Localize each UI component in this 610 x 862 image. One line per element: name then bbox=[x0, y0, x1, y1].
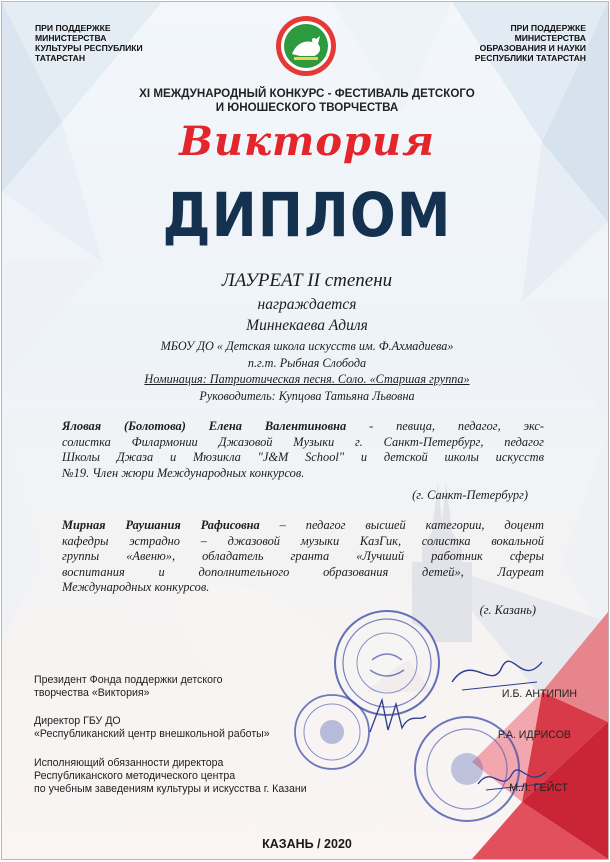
contest-brand: Виктория bbox=[179, 118, 435, 165]
left-sponsor-line: ТАТАРСТАН bbox=[35, 53, 86, 63]
jury-desc-line: Международных конкурсов. bbox=[62, 580, 210, 595]
jury-desc: – педагог высшей категории, доцент bbox=[259, 518, 544, 532]
jury-city: (г. Санкт-Петербург) bbox=[412, 488, 528, 502]
jury-desc-line: солистка Филармонии Джазовой Музыки г. Санкт-Петербург, педагог bbox=[62, 434, 544, 449]
nomination bbox=[82, 372, 532, 387]
signatory-position-line: Республиканского методического центра bbox=[34, 770, 236, 782]
supervisor: Руководитель: Купцова Татьяна Львовна bbox=[199, 389, 415, 403]
right-sponsor-line: РЕСПУБЛИКИ ТАТАРСТАН bbox=[474, 53, 586, 63]
left-sponsor-line: МИНИСТЕРСТВА bbox=[35, 33, 107, 43]
signatory-position bbox=[34, 757, 307, 796]
contest-title-line: И ЮНОШЕСКОГО ТВОРЧЕСТВА bbox=[215, 101, 399, 114]
left-sponsor-line: ПРИ ПОДДЕРЖКЕ bbox=[35, 23, 111, 33]
jury-desc-line: Школы Джаза и Мюзикла "J&M School" и детской школы искусств bbox=[62, 450, 544, 465]
jury-name: Яловая (Болотова) Елена Валентиновна bbox=[62, 419, 347, 433]
jury-desc: - певица, педагог, экс- bbox=[346, 419, 544, 433]
signatory-position-line: Президент Фонда поддержки детского bbox=[34, 674, 223, 686]
signatory-position-line: Директор ГБУ ДО bbox=[34, 715, 121, 727]
nomination-text: Номинация: Патриотическая песня. Соло. «Старшая группа» bbox=[144, 372, 470, 386]
recipient-town: п.г.т. Рыбная Слобода bbox=[247, 356, 367, 370]
right-sponsor-line: МИНИСТЕРСТВА bbox=[514, 33, 586, 43]
contest-title bbox=[62, 87, 552, 115]
diploma-page bbox=[1, 1, 609, 860]
diploma-title: ДИПЛОМ bbox=[162, 179, 452, 251]
right-sponsor-line: ОБРАЗОВАНИЯ И НАУКИ bbox=[479, 43, 586, 53]
signatory-position-line: Исполняющий обязанности директора bbox=[34, 757, 224, 769]
jury-member bbox=[62, 518, 544, 596]
jury-desc-line: №19. Член жюри Международных конкурсов. bbox=[62, 465, 305, 480]
right-sponsor bbox=[475, 23, 586, 63]
contest-title-line: XI МЕЖДУНАРОДНЫЙ КОНКУРС - ФЕСТИВАЛЬ ДЕТСКОГО bbox=[139, 87, 475, 100]
signatory-position-line: по учебным заведениям культуры и искусства г. Казани bbox=[34, 783, 307, 795]
left-sponsor-line: КУЛЬТУРЫ РЕСПУБЛИКИ bbox=[35, 43, 143, 53]
signatory-name: М.Л. ГЕЙСТ bbox=[509, 782, 568, 794]
signatory-position bbox=[34, 674, 223, 700]
left-sponsor bbox=[35, 23, 143, 63]
signatory-name: Р.А. ИДРИСОВ bbox=[497, 729, 571, 741]
signatory-position-line: «Республиканский центр внешкольной работы» bbox=[34, 728, 270, 740]
award-degree: ЛАУРЕАТ II степени bbox=[221, 270, 393, 291]
jury-desc-line: группы «Авеню», обладатель гранта «Лучший работник сферы bbox=[62, 549, 544, 564]
recipient-name: Миннекаева Адиля bbox=[246, 317, 368, 334]
jury-first-line bbox=[62, 518, 544, 534]
jury-desc-line: воспитания и дополнительного образования детей», Лауреат bbox=[62, 564, 544, 579]
signatory-position bbox=[34, 715, 270, 741]
signatory-name: И.Б. АНТИПИН bbox=[501, 688, 577, 700]
signature-geist bbox=[472, 754, 552, 804]
right-sponsor-line: ПРИ ПОДДЕРЖКЕ bbox=[510, 23, 586, 33]
jury-name: Мирная Раушания Рафисовна bbox=[62, 518, 260, 532]
footer-city-year: КАЗАНЬ / 2020 bbox=[262, 837, 352, 851]
tatarstan-emblem-icon bbox=[274, 14, 338, 78]
recipient-school: МБОУ ДО « Детская школа искусств им. Ф.Ахмадиева» bbox=[160, 339, 454, 353]
signatory-position-line: творчества «Виктория» bbox=[34, 687, 150, 699]
jury-first-line bbox=[62, 419, 544, 435]
jury-city: (г. Казань) bbox=[479, 603, 536, 617]
award-awarded-label: награждается bbox=[257, 296, 357, 313]
jury-desc-line: кафедры эстрадно – джазовой музыки КазГик, солистка вокальной bbox=[62, 533, 544, 548]
signature-idrisov bbox=[362, 692, 432, 742]
jury-member bbox=[62, 419, 544, 481]
